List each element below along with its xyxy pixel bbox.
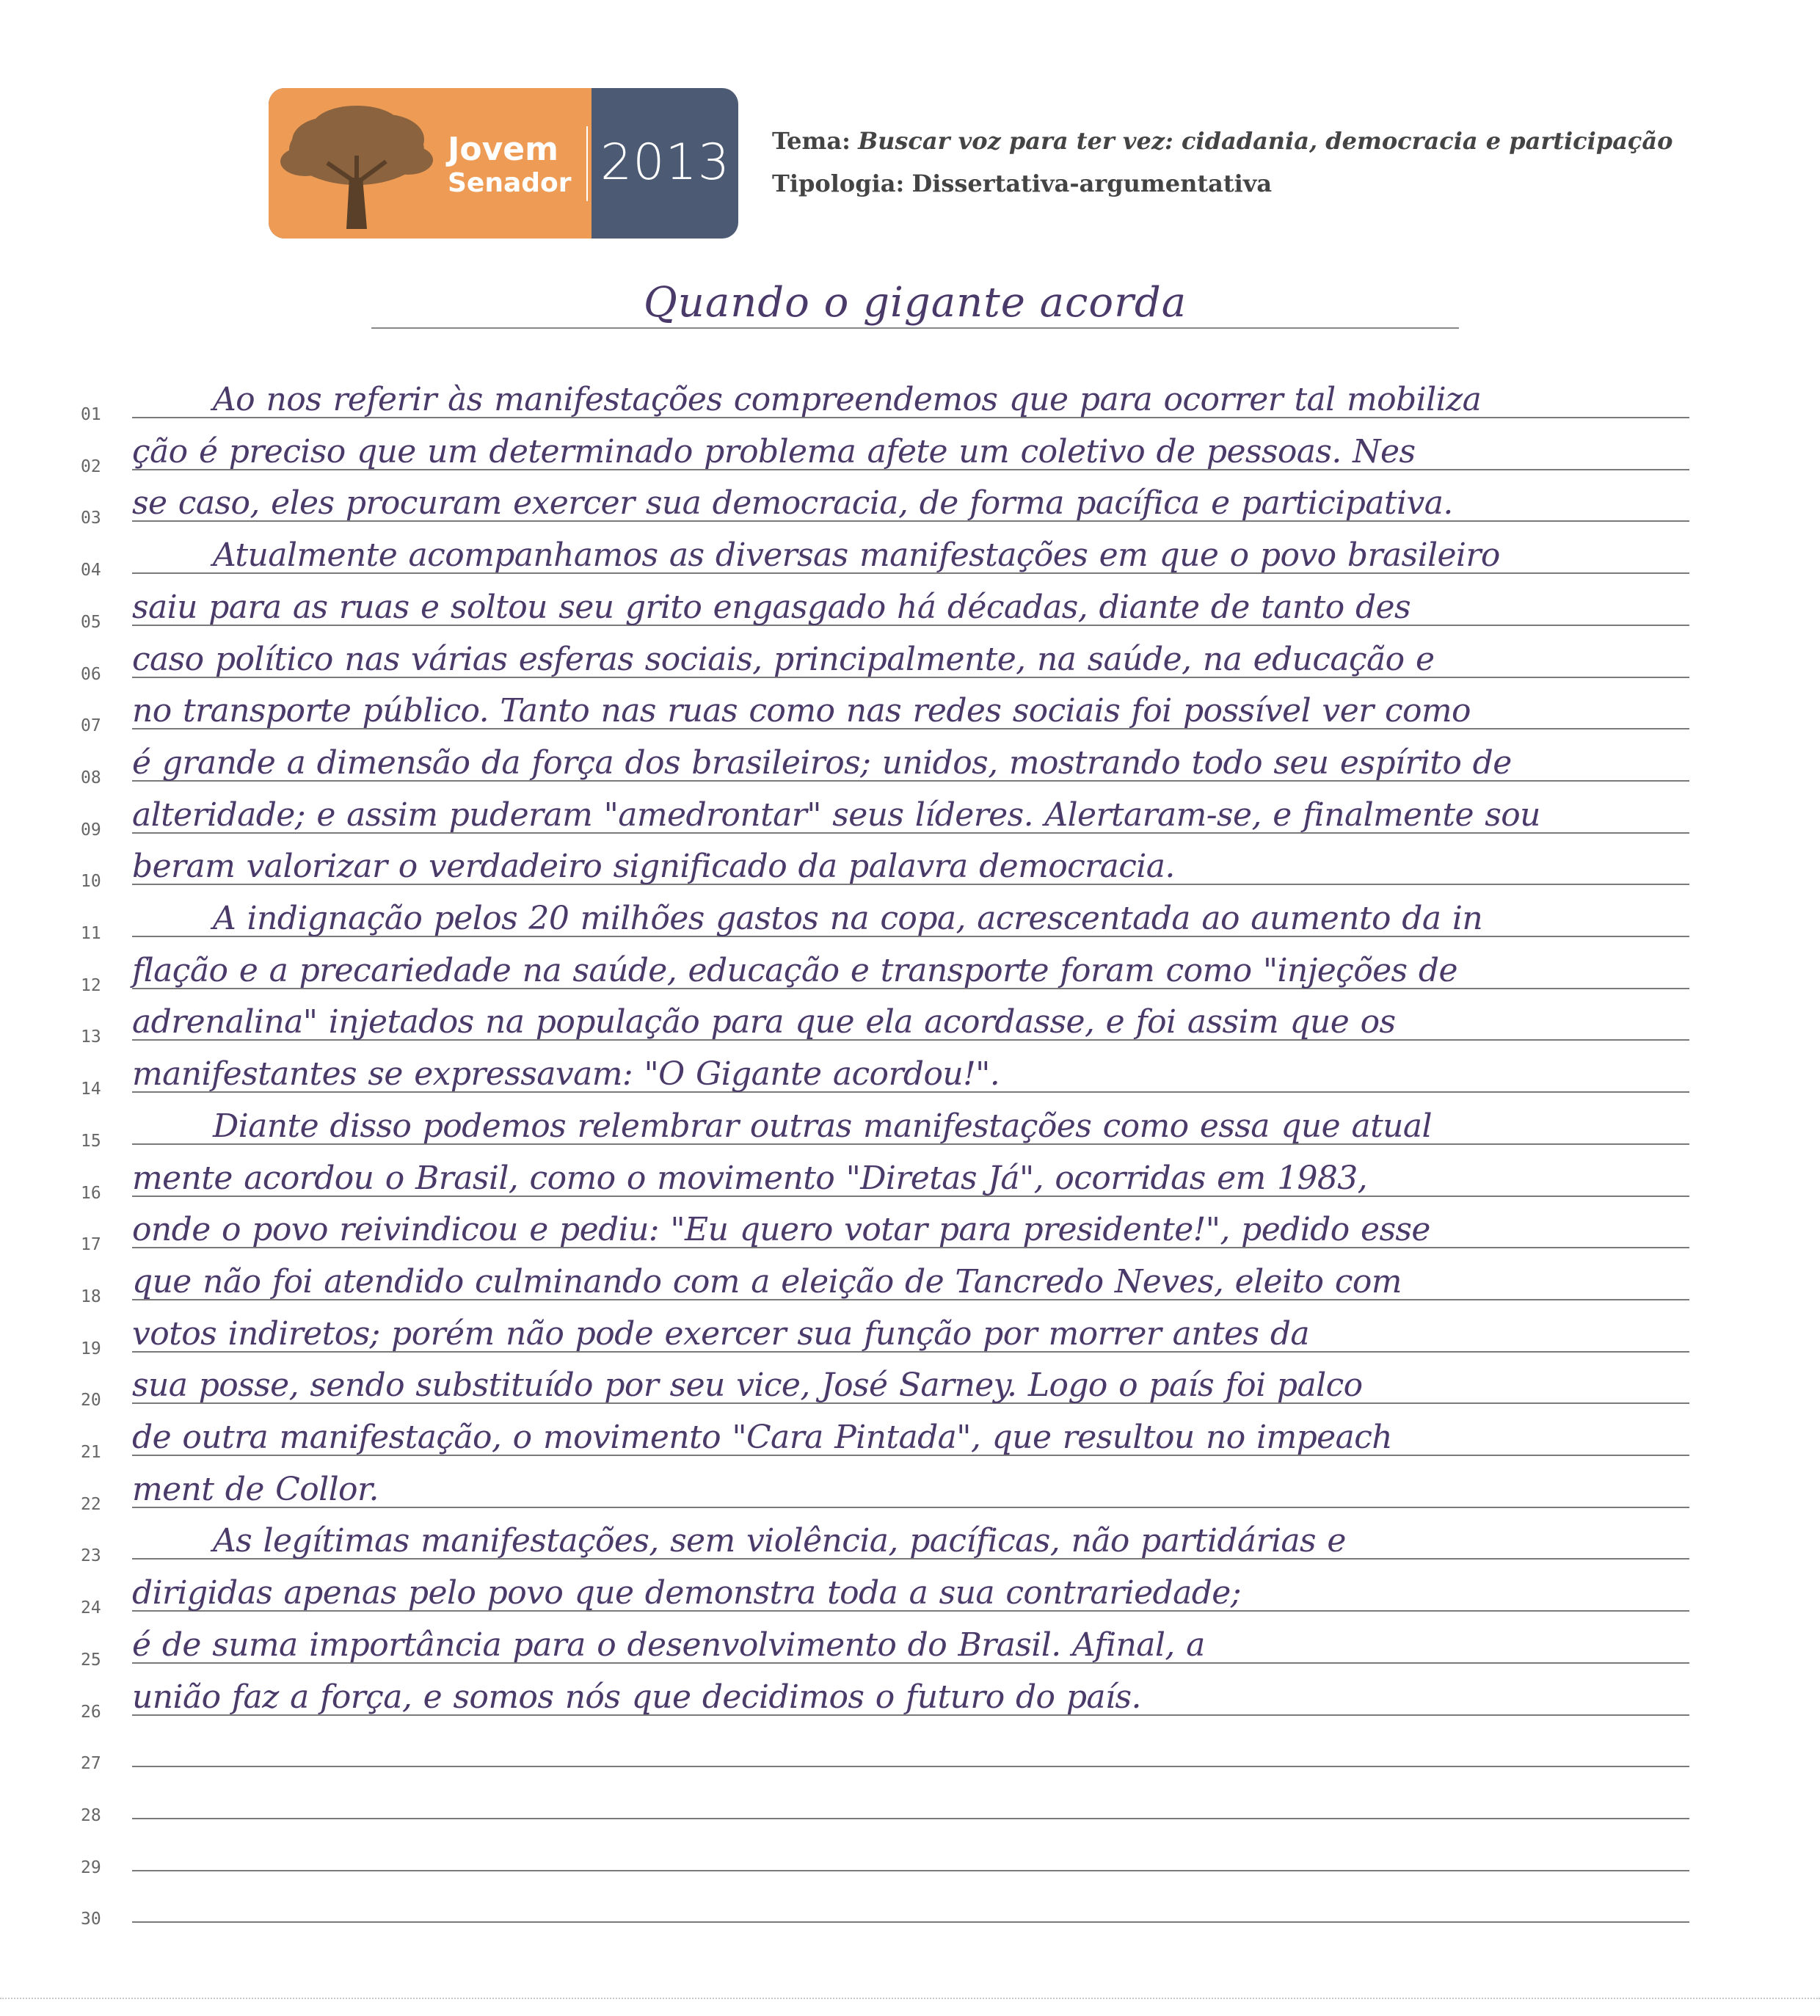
handwritten-text: Diante disso podemos relembrar outras manifestações como essa que atual (213, 1107, 1433, 1145)
essay-line (81, 782, 1689, 840)
logo-title-jovem: Jovem (448, 131, 558, 168)
line-number: 01 (81, 405, 101, 424)
essay-line (81, 1716, 1689, 1774)
handwritten-text: que não foi atendido culminando com a eleição de Tancredo Neves, eleito com (132, 1262, 1402, 1300)
line-number: 08 (81, 768, 101, 787)
handwritten-text: saiu para as ruas e soltou seu grito engasgado há décadas, diante de tanto des (132, 588, 1410, 626)
essay-line (81, 1820, 1689, 1877)
tema-value: Buscar voz para ter vez: cidadania, democracia e participação (858, 127, 1673, 155)
essay-line (81, 730, 1689, 787)
handwritten-text: mente acordou o Brasil, como o movimento "Diretas Já", ocorridas em 1983, (132, 1159, 1368, 1197)
jovem-senador-logo (269, 88, 738, 239)
essay-title: Quando o gigante acorda (371, 279, 1459, 329)
handwritten-text: beram valorizar o verdadeiro significado da palavra democracia. (132, 848, 1175, 886)
line-number: 24 (81, 1598, 101, 1618)
handwritten-text: ção é preciso que um determinado problema afete um coletivo de pessoas. Nes (132, 432, 1416, 470)
line-number: 28 (81, 1805, 101, 1825)
header-info (772, 129, 1672, 214)
line-number: 11 (81, 924, 101, 943)
essay-line (81, 1197, 1689, 1255)
essay-line (81, 1249, 1689, 1306)
line-number: 26 (81, 1702, 101, 1722)
line-number: 09 (81, 820, 101, 840)
line-number: 04 (81, 561, 101, 581)
line-number: 02 (81, 456, 101, 476)
line-number: 19 (81, 1339, 101, 1358)
handwritten-text: Atualmente acompanhamos as diversas manifestações em que o povo brasileiro (213, 536, 1500, 575)
handwritten-text: dirigidas apenas pelo povo que demonstra toda a sua contrariedade; (132, 1574, 1241, 1612)
handwritten-text: alteridade; e assim puderam "amedrontar" seus líderes. Alertaram-se, e finalmente sou (132, 796, 1540, 834)
line-number: 18 (81, 1287, 101, 1306)
essay-line (81, 989, 1689, 1047)
line-number: 10 (81, 872, 101, 892)
essay-line (81, 886, 1689, 943)
tema-row (772, 129, 1672, 172)
essay-line (81, 470, 1689, 528)
tipologia-value: Dissertativa-argumentativa (911, 170, 1273, 197)
handwritten-text: ment de Collor. (132, 1470, 379, 1508)
line-number: 27 (81, 1754, 101, 1774)
essay-line (81, 1041, 1689, 1099)
essay-line (81, 1871, 1689, 1929)
line-number: 25 (81, 1650, 101, 1670)
handwritten-text: votos indiretos; porém não pode exercer sua função por morrer antes da (132, 1314, 1310, 1353)
essay-line (81, 575, 1689, 632)
essay-line (81, 1612, 1689, 1670)
essay-line (81, 1768, 1689, 1825)
handwritten-text: de outra manifestação, o movimento "Cara Pintada", que resultou no impeach (132, 1419, 1392, 1456)
handwritten-text: sua posse, sendo substituído por seu vice, José Sarney. Logo o país foi palco (132, 1367, 1363, 1405)
line-number: 29 (81, 1857, 101, 1877)
page-bottom-edge (0, 1998, 1820, 1999)
tree-icon (276, 97, 437, 236)
handwritten-text: caso político nas várias esferas sociais, principalmente, na saúde, na educação e (132, 640, 1435, 678)
essay-line (81, 1353, 1689, 1411)
handwritten-text: no transporte público. Tanto nas ruas como nas redes sociais foi possível ver como (132, 692, 1471, 730)
line-number: 16 (81, 1183, 101, 1203)
handwritten-text: é de suma importância para o desenvolvimento do Brasil. Afinal, a (132, 1626, 1205, 1664)
essay-line (81, 1146, 1689, 1203)
line-number: 23 (81, 1546, 101, 1566)
essay-line (81, 1560, 1689, 1618)
handwritten-text: flação e a precariedade na saúde, educação e transporte foram como "injeções de (132, 951, 1457, 989)
line-number: 21 (81, 1443, 101, 1462)
essay-line (81, 419, 1689, 476)
line-number: 07 (81, 716, 101, 736)
essay-line (81, 1301, 1689, 1358)
tipologia-row (772, 172, 1672, 214)
line-number: 14 (81, 1080, 101, 1099)
tema-label: Tema: (772, 127, 851, 155)
logo-year: 2013 (600, 134, 731, 192)
handwritten-text: Ao nos referir às manifestações compreendemos que para ocorrer tal mobiliza (213, 381, 1482, 418)
essay-line (81, 1405, 1689, 1462)
line-rule (132, 1921, 1689, 1923)
line-number: 03 (81, 509, 101, 528)
essay-line (81, 627, 1689, 684)
essay-line (81, 1457, 1689, 1514)
line-number: 12 (81, 975, 101, 995)
line-number: 17 (81, 1235, 101, 1255)
logo-divider (586, 126, 588, 201)
essay-line (81, 678, 1689, 736)
line-number: 20 (81, 1391, 101, 1411)
essay-line (81, 1664, 1689, 1722)
essay-line (81, 523, 1689, 581)
handwritten-text: manifestantes se expressavam: "O Gigante acordou!". (132, 1055, 1000, 1093)
handwritten-text: onde o povo reivindicou e pediu: "Eu quero votar para presidente!", pedido esse (132, 1211, 1430, 1249)
line-number: 30 (81, 1910, 101, 1929)
line-number: 06 (81, 664, 101, 684)
essay-line (81, 367, 1689, 424)
handwritten-text: A indignação pelos 20 milhões gastos na copa, acrescentada ao aumento da in (213, 900, 1483, 937)
tipologia-label: Tipologia: (772, 170, 905, 197)
handwritten-text: união faz a força, e somos nós que decidimos o futuro do país. (132, 1678, 1141, 1716)
essay-line (81, 834, 1689, 892)
handwritten-text: é grande a dimensão da força dos brasileiros; unidos, mostrando todo seu espírito de (132, 743, 1512, 782)
handwritten-text: adrenalina" injetados na população para que ela acordasse, e foi assim que os (132, 1003, 1396, 1041)
line-number: 15 (81, 1131, 101, 1151)
line-rule (132, 1818, 1689, 1819)
line-number: 05 (81, 612, 101, 632)
handwritten-text: As legítimas manifestações, sem violência, pacíficas, não partidárias e (213, 1522, 1346, 1560)
essay-line (81, 1508, 1689, 1566)
line-rule (132, 1766, 1689, 1767)
essay-line (81, 1093, 1689, 1151)
line-number: 13 (81, 1027, 101, 1047)
logo-title-senador: Senador (448, 168, 572, 198)
handwritten-text: se caso, eles procuram exercer sua democracia, de forma pacífica e participativa. (132, 484, 1453, 523)
line-number: 22 (81, 1494, 101, 1514)
line-rule (132, 1870, 1689, 1871)
essay-line (81, 938, 1689, 995)
